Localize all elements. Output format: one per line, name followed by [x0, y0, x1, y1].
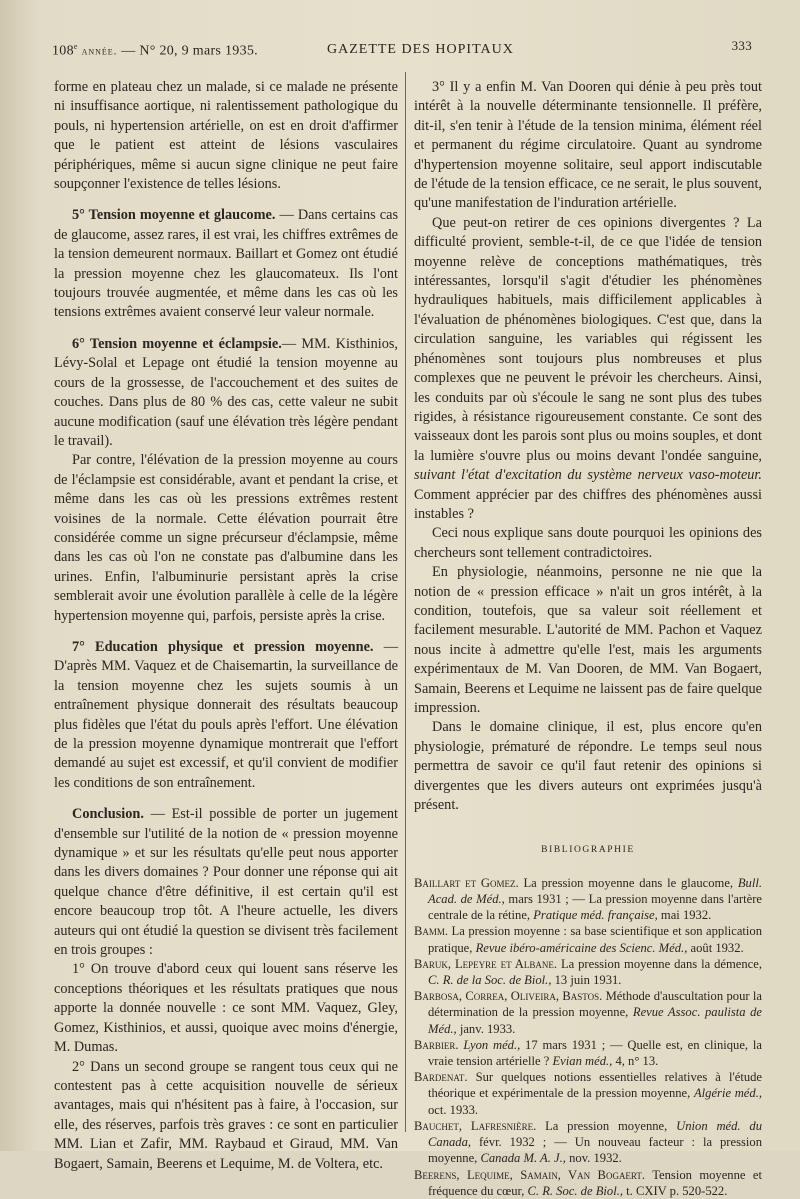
- section-title: 7° Education physique et pression moyenne.: [72, 638, 374, 655]
- bib-rest2: nov. 1932.: [565, 1151, 622, 1166]
- italic-run: suivant l'état d'excitation du système nerveux vaso-moteur.: [414, 467, 762, 484]
- bib-authors: Bauchet, Lafresnière.: [414, 1118, 537, 1133]
- bib-source: C. R. Soc. de Biol.,: [527, 1183, 623, 1198]
- paragraph: 2° Dans un second groupe se rangent tous ceux qui ne contestent pas à cette acquisition nouvelle de sérieux avantages, mais qui n'hésitent pas à faire, à l'occasion, sur elle, des réserves, parfois très graves : ce sont en particulier MM. Lian et Zafir, MM. Raybaud et Giraud, MM. Van Bogaert, Samain, Beerens et Lequime, M. de Voltera, etc.: [54, 1058, 398, 1172]
- bib-source: Revue Assoc. paulista de Méd.,: [428, 1005, 763, 1036]
- bib-authors: Barbier.: [414, 1037, 459, 1052]
- section-title: 6° Tension moyenne et éclampsie.: [72, 335, 282, 352]
- section-text: — D'après MM. Vaquez et de Chaisemartin, la surveillance de la tension moyenne chez les sujets soumis à un entraînement physique donnerait des résultats beaucoup plus fidèles que l'état du pouls après l'effort. Une élévation de la pression moyenne dynamique montrerait que l'effort demandé au sujet est excessif, et qu'il convient de modifier les conditions de son entraînement.: [54, 638, 399, 791]
- paragraph: 3° Il y a enfin M. Van Dooren qui dénie à peu près tout intérêt à la nouvelle déterminante tensionnelle. Il préfère, dit-il, s'en tenir à l'étude de la tension minima, élément réel et permanent du régime circulatoire. Quant au syndrome d'hypertension moyenne solitaire, seul apport indiscutable de l'étude de la tension efficace, ce ne serait, le plus souvent, qu'une manifestation de l'induration artérielle.: [414, 79, 762, 212]
- left-column: [54, 78, 398, 1174]
- bib-source: Lyon méd.,: [463, 1037, 521, 1052]
- bib-authors: Beerens, Lequime, Samain, Van Bogaert.: [414, 1167, 646, 1182]
- bibliography-entry: [414, 1037, 762, 1069]
- bibliography-list: [414, 875, 762, 1199]
- bib-authors: Bamm.: [414, 924, 449, 939]
- bib-source2: Canada M. A. J.,: [480, 1151, 566, 1166]
- header-annee: année.: [81, 45, 118, 58]
- paragraph: [414, 214, 762, 525]
- bib-text: Tension moyenne et fréquence du cœur,: [428, 1167, 762, 1198]
- bib-source: Union méd. du Canada,: [428, 1118, 762, 1150]
- bib-rest: janv. 1933.: [456, 1021, 516, 1036]
- bib-rest: 17 mars 1931 ; — Quelle est, en clinique, la vraie tension artérielle ?: [428, 1037, 762, 1069]
- bib-authors: Baruk, Lepeyre et Albane.: [414, 956, 558, 971]
- section-conclusion: [54, 805, 398, 960]
- bib-rest: 13 juin 1931.: [551, 973, 622, 988]
- bib-rest2: mai 1932.: [657, 908, 712, 923]
- section-text: — Dans certains cas de glaucome, assez rares, il est vrai, les chiffres extrêmes de la tension demeurent normaux. Baillart et Gomez ont étudié la pression moyenne chez les glaucomateux. Ils l'ont toujours trouvée augmentée, et même dans les cas où les tensions extrêmes avaient conservé leur valeur normale.: [54, 207, 399, 321]
- header-year: 108: [52, 43, 74, 59]
- bib-text: La pression moyenne dans la démence,: [557, 956, 762, 971]
- paragraph: Par contre, l'élévation de la pression moyenne au cours de l'éclampsie est considérable, avant et pendant la crise, et même dans les cas où les pressions extrêmes restent voisines de la normale. Cette élévation pourrait être considérée comme un signe précurseur d'éclampsie, même dans les cas où l'on ne constate pas d'albumine dans les urines. Enfin, l'albuminurie persistant après la crise semblerait avoir une évolution parallèle à celle de la légère hypertension moyenne qui, parfois, persiste après la crise.: [54, 452, 398, 624]
- bib-text: La pression moyenne,: [536, 1118, 677, 1133]
- bib-authors: Barbosa, Correa, Oliveira, Bastos.: [414, 989, 603, 1004]
- bib-text: La pression moyenne : sa base scientifique et son application pratique,: [428, 924, 762, 955]
- section-title: Conclusion.: [72, 806, 144, 823]
- journal-title: GAZETTE DES HOPITAUX: [327, 42, 514, 57]
- text-run: Comment apprécier par des chiffres des phénomènes aussi instables ?: [414, 486, 762, 522]
- bib-rest: oct. 1933.: [428, 1102, 479, 1117]
- section-text: — Est-il possible de porter un jugement d'ensemble sur l'utilité de la notion de « pression moyenne dynamique » et sur les résultats qu'elle peut nous apporter dans les divers domaines ? Pour donner une réponse qui ait quelque chance d'être définitive, il est certain qu'il est encore beaucoup trop tôt. A l'heure actuelle, les divers auteurs qui ont étudié la question se divisent très facilement en trois groupes :: [54, 806, 398, 959]
- header-issue: 108e année. — N° 20, 9 mars 1935.: [52, 42, 258, 59]
- section-education-physique: [54, 638, 398, 793]
- bib-source: C. R. de la Soc. de Biol.,: [428, 973, 552, 988]
- bib-source: Bull. Acad. de Méd.,: [428, 875, 762, 907]
- page-number: 333: [731, 38, 752, 53]
- bib-source2: Pratique méd. française,: [533, 908, 658, 923]
- bibliography-entry: [414, 956, 762, 988]
- column-divider: [405, 72, 406, 1132]
- bib-text: Méthode d'auscultation pour la détermination de la pression moyenne,: [428, 989, 762, 1020]
- header-date: — N° 20, 9 mars 1935.: [121, 43, 258, 59]
- section-title: 5° Tension moyenne et glaucome.: [72, 207, 276, 224]
- bibliography-entry: [414, 988, 762, 1037]
- bib-rest2: 4, n° 13.: [612, 1054, 659, 1069]
- bib-text: Sur quelques notions essentielles relatives à l'étude théorique et expérimentale de la pression moyenne,: [428, 1070, 762, 1101]
- bib-authors: Baillart et Gomez.: [414, 875, 519, 890]
- bib-rest: t. CXIV p. 520-522.: [623, 1183, 728, 1198]
- paragraph: Dans le domaine clinique, il est, plus encore qu'en physiologie, prématuré de répondre. Le temps seul nous permettra de savoir ce qu'il faut retenir des opinions si divergentes que les divers auteurs ont exprimées jusqu'à présent.: [414, 719, 762, 814]
- right-column: [414, 78, 762, 1199]
- bib-rest: févr. 1932 ; — Un nouveau facteur : la pression moyenne,: [428, 1135, 762, 1166]
- section-eclampsie: [54, 335, 398, 451]
- section-glaucome: [54, 206, 398, 322]
- paragraph: Ceci nous explique sans doute pourquoi les opinions des chercheurs sont tellement contradictoires.: [414, 525, 762, 561]
- paragraph: forme en plateau chez un malade, si ce malade ne présente ni insuffisance aortique, ni ralentissement pathologique du pouls, ni hypertension artérielle, on est en droit d'affirmer que le patient est atteint de lésions vasculaires périphériques, même si aucun signe clinique ne peut faire soupçonner l'existence de telles lésions.: [54, 79, 398, 193]
- bibliography-entry: [414, 1118, 762, 1167]
- bib-rest: août 1932.: [687, 940, 744, 955]
- bib-text: La pression moyenne dans le glaucome,: [518, 875, 738, 890]
- bib-authors: Bardenat.: [414, 1070, 468, 1085]
- paragraph: 1° On trouve d'abord ceux qui louent sans réserve les conceptions théoriques et les résultats pratiques que nous apporte la donnée nouvelle : ce sont MM. Vaquez, Gley, Gomez, Kisthinios, et aussi, quoique avec moins d'énergie, M. Dumas.: [54, 961, 398, 1056]
- bib-source: Algérie méd.,: [693, 1086, 762, 1101]
- bib-rest: mars 1931 ; — La pression moyenne dans l'artère centrale de la rétine,: [428, 892, 762, 923]
- bibliography-entry: [414, 1167, 762, 1199]
- page-header: [52, 38, 760, 64]
- text-run: Que peut-on retirer de ces opinions divergentes ? La difficulté provient, semble-t-il, de ce que l'idée de tension moyenne relève de conceptions mathématiques, très intéressantes, lorsqu'il s'agit d'étudier les phénomènes hydrauliques habituels, mais difficilement applicables à l'évaluation de phénomènes biologiques. C'est que, dans la circulation sanguine, les variables qui régissent les phénomènes sont toujours plus nombreuses et plus complexes que ne peuvent le prévoir les chercheurs. Ainsi, les conduits par où s'écoule le sang ne sont plus des tubes rigides, à résistance rigoureusement constante. Ce sont des vaisseaux dont les parois sont plus ou moins souples, et dont la lumière s'ouvre plus ou moins devant l'ondée sanguine,: [414, 214, 762, 464]
- section-text: — MM. Kisthinios, Lévy-Solal et Lepage ont étudié la tension moyenne au cours de la grossesse, de l'accouchement et des suites de couches. Dans plus de 80 % des cas, cette valeur ne subit aucune modification (sauf une élévation très légère pendant le travail).: [54, 335, 398, 449]
- paragraph: En physiologie, néanmoins, personne ne nie que la notion de « pression efficace » n'ait un gros intérêt, à la condition, toutefois, que sa valeur soit réellement et facilement mesurable. L'autorité de MM. Pachon et Vaquez nous incite à admettre qu'elle l'est, mais les arguments expérimentaux de M. Van Dooren, de MM. Van Bogaert, Samain, Beerens et Lequime ne laissent pas de faire quelque impression.: [414, 564, 762, 716]
- bib-source2: Evian méd.,: [552, 1054, 613, 1069]
- bib-source: Revue ibéro-américaine des Scienc. Méd.,: [475, 940, 688, 955]
- bibliography-entry: [414, 1069, 762, 1118]
- bibliography-title: BIBLIOGRAPHIE: [541, 845, 635, 856]
- bibliography-entry: [414, 875, 762, 924]
- bibliography-entry: [414, 923, 762, 955]
